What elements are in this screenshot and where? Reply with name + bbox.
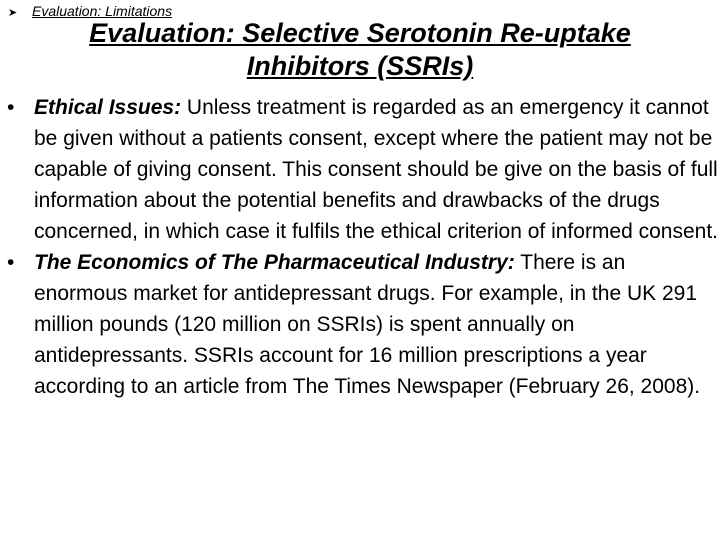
arrow-bullet-icon: ➤: [8, 7, 18, 19]
breadcrumb-label: Evaluation: Limitations: [32, 3, 173, 19]
bullet-item-ethical-issues: [7, 92, 719, 247]
bullet-list: [7, 92, 719, 402]
bullet-lead: The Economics of The Pharmaceutical Industry:: [34, 251, 515, 274]
slide-title: Evaluation: Selective Serotonin Re-uptake Inhibitors (SSRIs): [89, 18, 631, 81]
bullet-dot-icon: •: [7, 96, 15, 119]
bullet-text: There is an enormous market for antidepressant drugs. For example, in the UK 291 million pounds (120 million on SSRIs) is spent annually on antidepressants. SSRIs account for 16 million prescriptions a year according to an article from The Times Newspaper (February 26, 2008).: [34, 251, 701, 398]
bullet-text: Unless treatment is regarded as an emergency it cannot be given without a patients consent, except where the patient may not be capable of giving consent. This consent should be give on the basis of full information about the potential benefits and drawbacks of the drugs concerned, in which case it fulfils the ethical criterion of informed consent.: [34, 96, 719, 243]
bullet-dot-icon: •: [7, 251, 15, 274]
bullet-lead: Ethical Issues:: [34, 96, 182, 119]
bullet-item-economics: [7, 247, 718, 402]
